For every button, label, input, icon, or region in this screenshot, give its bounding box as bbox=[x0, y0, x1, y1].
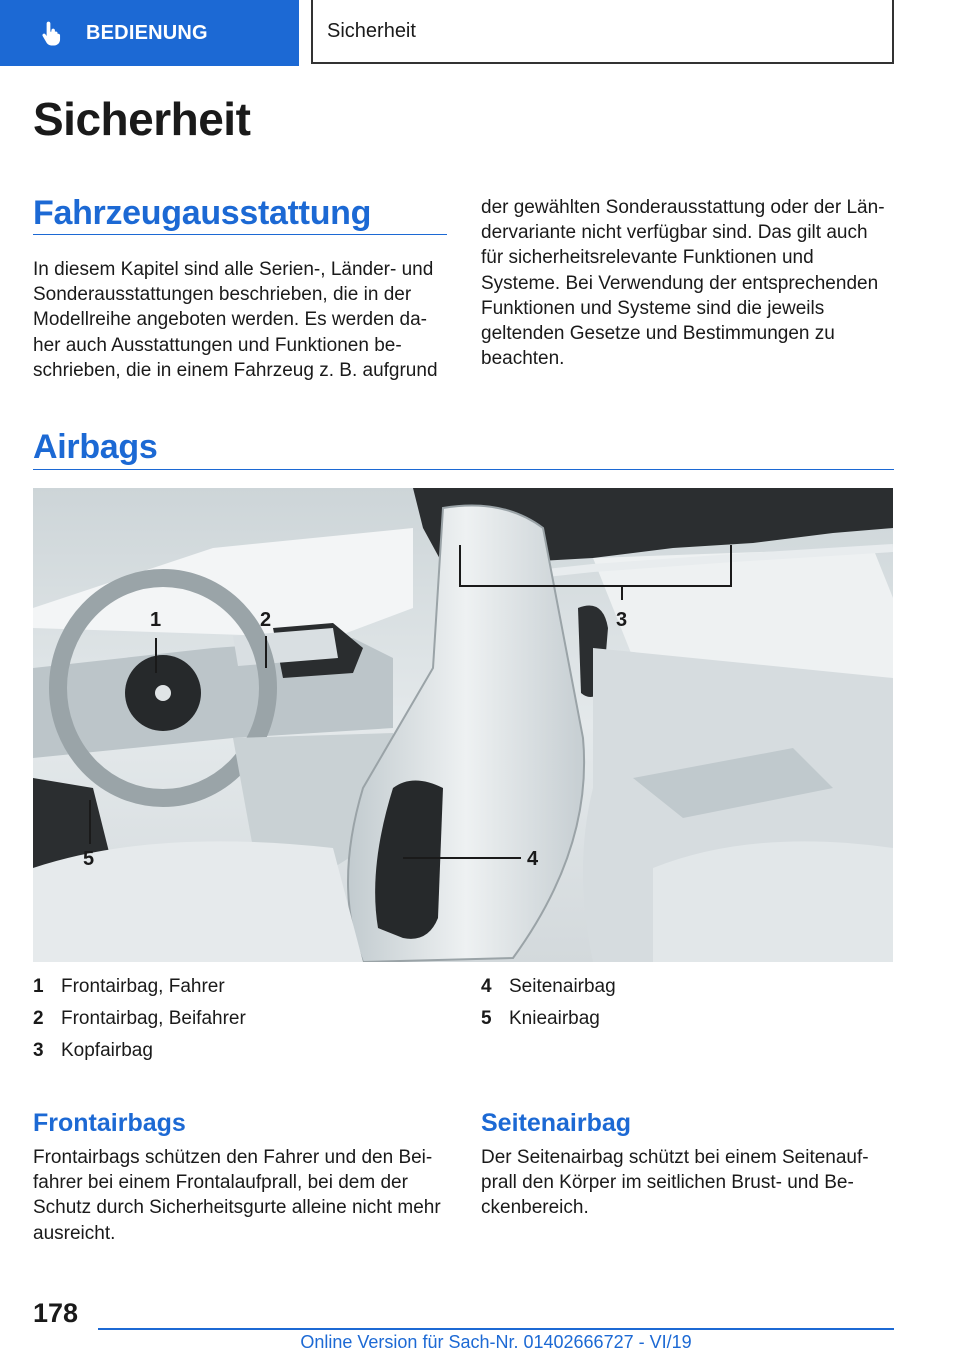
fahrzeug-text-col1: In diesem Kapitel sind alle Serien-, Länder- und Sonderausstattungen beschrieben, die in der Modellreihe angeboten werden. Es werden daher auch Ausstattungen und Funktionen beschrieben, die in einem Fahrzeug z. B. aufgrund bbox=[33, 259, 438, 381]
callout-2: 2 bbox=[260, 609, 272, 631]
legend-number: 2 bbox=[33, 1008, 44, 1029]
legend-item bbox=[481, 971, 616, 1003]
frontairbags-text: Frontairbags schützen den Fahrer und den Beifahrer bei einem Frontalaufprall, bei dem der Schutz durch Sicherheitsgurte alleine nicht mehr ausreicht. bbox=[33, 1147, 441, 1244]
heading-seitenairbag: Seitenairbag bbox=[481, 1109, 632, 1137]
legend-item bbox=[481, 1003, 616, 1035]
legend-left bbox=[33, 971, 246, 1067]
airbag-illustration bbox=[33, 488, 893, 962]
legend-number: 4 bbox=[481, 976, 492, 997]
legend-number: 5 bbox=[481, 1008, 492, 1029]
hand-pointer-icon bbox=[38, 19, 66, 47]
legend-right bbox=[481, 971, 616, 1035]
page-title: Sicherheit bbox=[33, 93, 251, 145]
legend-item bbox=[33, 971, 246, 1003]
legend-label: Frontairbag, Beifahrer bbox=[61, 1008, 246, 1029]
car-interior-drawing bbox=[33, 488, 893, 962]
legend-label: Kopfairbag bbox=[61, 1040, 153, 1061]
footer-rule bbox=[98, 1328, 894, 1330]
page-number: 178 bbox=[33, 1298, 79, 1328]
legend-item bbox=[33, 1035, 246, 1067]
legend-number: 3 bbox=[33, 1040, 44, 1061]
heading-frontairbags: Frontairbags bbox=[33, 1109, 186, 1137]
section-tab[interactable] bbox=[0, 0, 299, 66]
heading-airbags: Airbags bbox=[33, 428, 158, 466]
callout-1: 1 bbox=[150, 609, 162, 631]
callout-3: 3 bbox=[616, 609, 628, 631]
footer-online-version: Online Version für Sach-Nr. 01402666727 - VI/19 bbox=[300, 1332, 692, 1352]
callout-5: 5 bbox=[83, 848, 95, 870]
section-label: BEDIENUNG bbox=[86, 21, 208, 44]
legend-label: Seitenairbag bbox=[509, 976, 616, 997]
chapter-tab[interactable] bbox=[311, 0, 894, 64]
heading-rule bbox=[33, 469, 894, 470]
callout-4: 4 bbox=[527, 848, 539, 870]
legend-label: Frontairbag, Fahrer bbox=[61, 976, 225, 997]
legend-number: 1 bbox=[33, 976, 44, 997]
heading-rule bbox=[33, 234, 447, 235]
heading-fahrzeugausstattung: Fahrzeugausstattung bbox=[33, 194, 372, 232]
seitenairbag-text: Der Seitenairbag schützt bei einem Seitenaufprall den Körper im seitlichen Brust- und Beckenbereich. bbox=[481, 1147, 869, 1219]
fahrzeug-text-col2: der gewählten Sonderausstattung oder der Ländervariante nicht verfügbar sind. Das gilt auch für sicherheitsrelevante Funktionen und Systeme. Bei Verwendung der entsprechenden Funktionen und Systeme sind die jeweils geltenden Gesetze und Bestimmungen zu beachten. bbox=[481, 197, 885, 370]
legend-item bbox=[33, 1003, 246, 1035]
legend-label: Knieairbag bbox=[509, 1008, 600, 1029]
chapter-label: Sicherheit bbox=[327, 19, 416, 42]
